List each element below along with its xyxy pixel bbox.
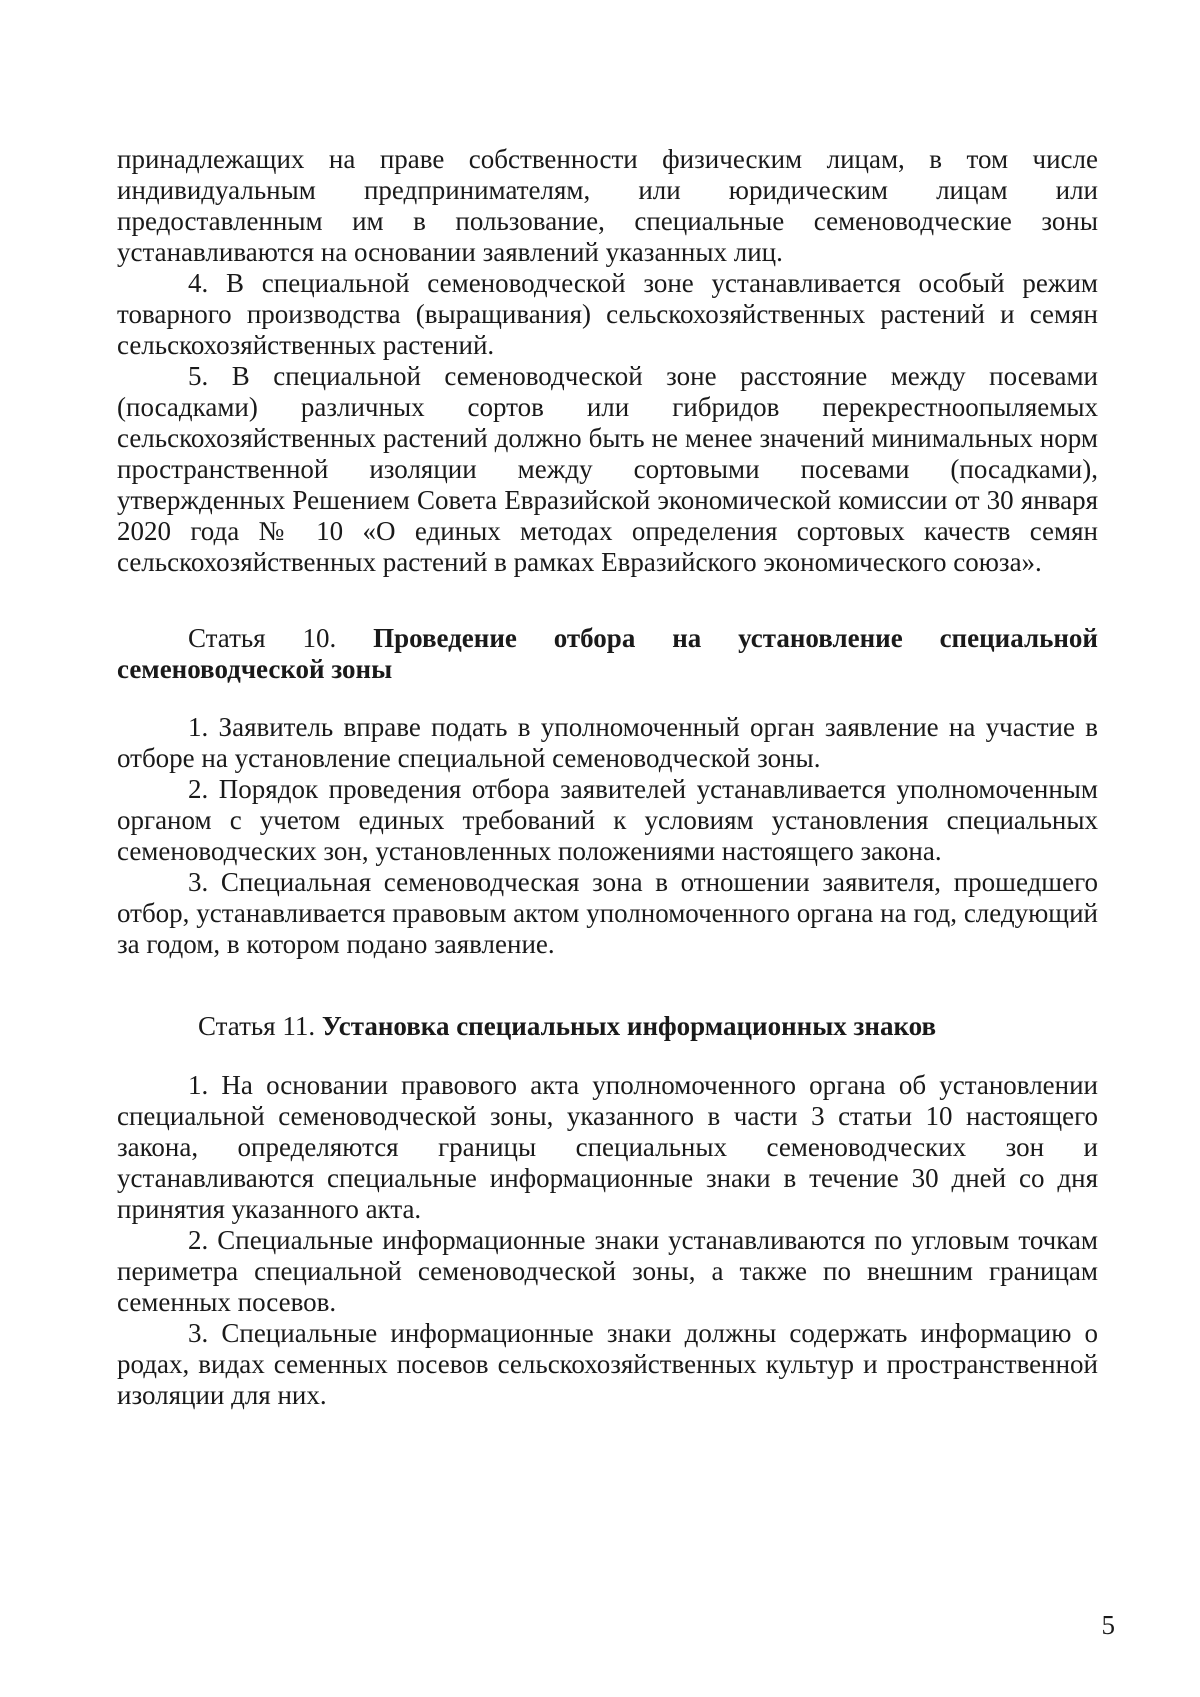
article-11-paragraph-1: 1. На основании правового акта уполномоченного органа об установлении специальной семеноводческой зоны, указанного в части 3 статьи 10 настоящего закона, определяются границы специальных семеноводческих зон и устанавливаются специальные информационные знаки в течение 30 дней со дня принятия указанного акта. xyxy=(117,1070,1098,1224)
article-10-title: Проведение отбора на установление специальной семеноводческой зоны xyxy=(117,623,1098,684)
article-10-paragraph-3: 3. Специальная семеноводческая зона в отношении заявителя, прошедшего отбор, устанавливается правовым актом уполномоченного органа на год, следующий за годом, в котором подано заявление. xyxy=(117,867,1098,959)
article-11-body xyxy=(117,1070,1098,1411)
article-10-paragraph-2: 2. Порядок проведения отбора заявителей устанавливается уполномоченным органом с учетом единых требований к условиям установления специальных семеноводческих зон, установленных положениями настоящего закона. xyxy=(117,774,1098,866)
article-11-title: Установка специальных информационных знаков xyxy=(321,1011,937,1041)
article-11-label: Статья 11. xyxy=(198,1011,316,1041)
paragraph-continuation: принадлежащих на праве собственности физическим лицам, в том числе индивидуальным предпринимателям, или юридическим лицам или предоставленным им в пользование, специальные семеноводческие зоны устанавливаются на основании заявлений указанных лиц. xyxy=(117,144,1098,267)
article-11-paragraph-2: 2. Специальные информационные знаки устанавливаются по угловым точкам периметра специальной семеноводческой зоны, а также по внешним границам семенных посевов. xyxy=(117,1225,1098,1317)
article-11-paragraph-3: 3. Специальные информационные знаки должны содержать информацию о родах, видах семенных посевов сельскохозяйственных культур и пространственной изоляции для них. xyxy=(117,1318,1098,1410)
paragraph-4: 4. В специальной семеноводческой зоне устанавливается особый режим товарного производства (выращивания) сельскохозяйственных растений и семян сельскохозяйственных растений. xyxy=(117,268,1098,360)
article-11-heading xyxy=(117,1011,1098,1042)
article-10-label: Статья 10. xyxy=(188,623,337,653)
article-10-heading xyxy=(117,623,1098,685)
paragraph-5: 5. В специальной семеноводческой зоне расстояние между посевами (посадками) различных сортов или гибридов перекрестноопыляемых сельскохозяйственных растений должно быть не менее значений минимальных норм пространственной изоляции между сортовыми посевами (посадками), утвержденных Решением Совета Евразийской экономической комиссии от 30 января 2020 года № 10 «О единых методах определения сортовых качеств семян сельскохозяйственных растений в рамках Евразийского экономического союза». xyxy=(117,361,1098,577)
page-number: 5 xyxy=(1101,1610,1115,1640)
article-10-paragraph-1: 1. Заявитель вправе подать в уполномоченный орган заявление на участие в отборе на установление специальной семеноводческой зоны. xyxy=(117,712,1098,773)
body-text-top xyxy=(117,144,1098,578)
article-10-body xyxy=(117,712,1098,960)
